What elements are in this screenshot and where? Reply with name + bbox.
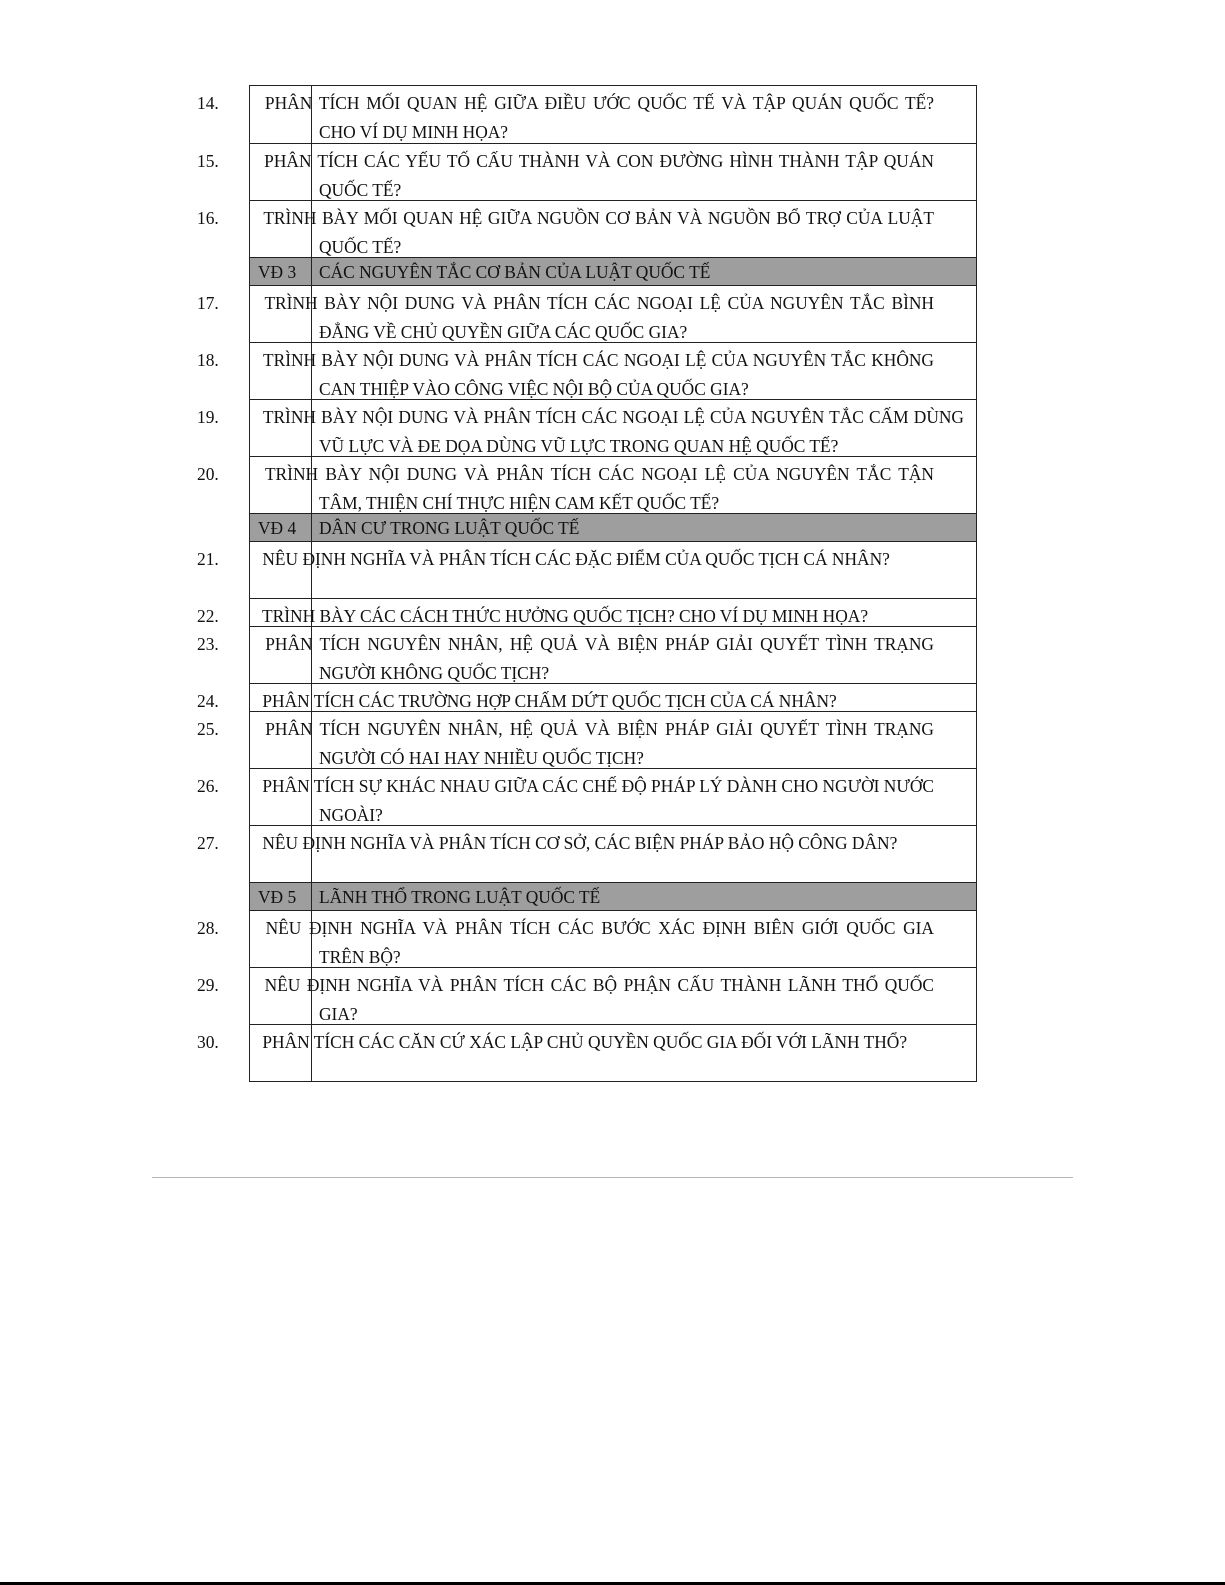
question-text-block: 18. TRÌNH BÀY NỘI DUNG VÀ PHÂN TÍCH CÁC NGOẠI LỆ CỦA NGUYÊN TẮC KHÔNG CAN THIỆP VÀO CÔNG VIỆC NỘI BỘ CỦA QUỐC GIA? (197, 350, 934, 399)
question-text: PHÂN TÍCH CÁC CĂN CỨ XÁC LẬP CHỦ QUYỀN QUỐC GIA ĐỐI VỚI LÃNH THỔ? (262, 1032, 908, 1052)
question-text-block: 14. PHÂN TÍCH MỐI QUAN HỆ GIỮA ĐIỀU ƯỚC QUỐC TẾ VÀ TẬP QUÁN QUỐC TẾ? CHO VÍ DỤ MINH HỌA? (197, 93, 934, 142)
question-text: NÊU ĐỊNH NGHĨA VÀ PHÂN TÍCH CÁC ĐẶC ĐIỂM CỦA QUỐC TỊCH CÁ NHÂN? (262, 549, 890, 569)
question-row (197, 711, 976, 768)
question-text: PHÂN TÍCH NGUYÊN NHÂN, HỆ QUẢ VÀ BIỆN PHÁP GIẢI QUYẾT TÌNH TRẠNG NGƯỜI CÓ HAI HAY NHIỀU QUỐC TỊCH? (265, 719, 934, 768)
question-text-block: 30. PHÂN TÍCH CÁC CĂN CỨ XÁC LẬP CHỦ QUYỀN QUỐC GIA ĐỐI VỚI LÃNH THỔ? (197, 1032, 908, 1052)
question-text-block: 17. TRÌNH BÀY NỘI DUNG VÀ PHÂN TÍCH CÁC NGOẠI LỆ CỦA NGUYÊN TẮC BÌNH ĐẲNG VỀ CHỦ QUYỀN GIỮA CÁC QUỐC GIA? (197, 293, 934, 342)
question-row (197, 825, 976, 882)
section-heading-row (250, 257, 976, 285)
question-row (197, 1024, 976, 1081)
question-text-block: 15. PHÂN TÍCH CÁC YẾU TỐ CẤU THÀNH VÀ CON ĐƯỜNG HÌNH THÀNH TẬP QUÁN QUỐC TẾ? (197, 151, 934, 200)
question-text: TRÌNH BÀY CÁC CÁCH THỨC HƯỞNG QUỐC TỊCH? CHO VÍ DỤ MINH HỌA? (262, 606, 869, 626)
section-label: VĐ 5 (258, 887, 297, 907)
question-row (197, 456, 976, 513)
question-text: PHÂN TÍCH MỐI QUAN HỆ GIỮA ĐIỀU ƯỚC QUỐC TẾ VÀ TẬP QUÁN QUỐC TẾ? CHO VÍ DỤ MINH HỌA? (264, 93, 934, 142)
section-title: LÃNH THỔ TRONG LUẬT QUỐC TẾ (319, 887, 601, 907)
question-text: TRÌNH BÀY NỘI DUNG VÀ PHÂN TÍCH CÁC NGOẠI LỆ CỦA NGUYÊN TẮC BÌNH ĐẲNG VỀ CHỦ QUYỀN GIỮA CÁC QUỐC GIA? (264, 293, 934, 342)
question-row (197, 910, 976, 967)
question-text: TRÌNH BÀY MỐI QUAN HỆ GIỮA NGUỒN CƠ BẢN VÀ NGUỒN BỔ TRỢ CỦA LUẬT QUỐC TẾ? (263, 208, 934, 257)
question-text-block: 22. TRÌNH BÀY CÁC CÁCH THỨC HƯỞNG QUỐC TỊCH? CHO VÍ DỤ MINH HỌA? (197, 606, 869, 626)
question-row (197, 967, 976, 1024)
question-text: NÊU ĐỊNH NGHĨA VÀ PHÂN TÍCH CÁC BỘ PHẬN CẤU THÀNH LÃNH THỔ QUỐC GIA? (264, 975, 934, 1024)
section-heading-row (250, 513, 976, 541)
question-row (197, 342, 976, 399)
question-text: PHÂN TÍCH CÁC YẾU TỐ CẤU THÀNH VÀ CON ĐƯỜNG HÌNH THÀNH TẬP QUÁN QUỐC TẾ? (264, 151, 934, 200)
question-row (197, 683, 976, 711)
question-text-block: 19. TRÌNH BÀY NỘI DUNG VÀ PHÂN TÍCH CÁC NGOẠI LỆ CỦA NGUYÊN TẮC CẤM DÙNG VŨ LỰC VÀ ĐE DỌA DÙNG VŨ LỰC TRONG QUAN HỆ QUỐC TẾ? (197, 407, 964, 456)
question-text: TRÌNH BÀY NỘI DUNG VÀ PHÂN TÍCH CÁC NGOẠI LỆ CỦA NGUYÊN TẮC CẤM DÙNG VŨ LỰC VÀ ĐE DỌA DÙNG VŨ LỰC TRONG QUAN HỆ QUỐC TẾ? (262, 407, 964, 456)
question-row (197, 200, 976, 257)
section-title: DÂN CƯ TRONG LUẬT QUỐC TẾ (319, 518, 580, 538)
question-row (197, 768, 976, 825)
question-text: TRÌNH BÀY NỘI DUNG VÀ PHÂN TÍCH CÁC NGOẠI LỆ CỦA NGUYÊN TẮC TẬN TÂM, THIỆN CHÍ THỰC HIỆN CAM KẾT QUỐC TẾ? (264, 464, 934, 513)
question-text-block: 25. PHÂN TÍCH NGUYÊN NHÂN, HỆ QUẢ VÀ BIỆN PHÁP GIẢI QUYẾT TÌNH TRẠNG NGƯỜI CÓ HAI HAY NHIỀU QUỐC TỊCH? (197, 719, 934, 768)
section-title: CÁC NGUYÊN TẮC CƠ BẢN CỦA LUẬT QUỐC TẾ (319, 262, 711, 282)
question-row (197, 541, 976, 598)
question-table (197, 85, 977, 1082)
question-row (197, 285, 976, 342)
question-text: TRÌNH BÀY NỘI DUNG VÀ PHÂN TÍCH CÁC NGOẠI LỆ CỦA NGUYÊN TẮC KHÔNG CAN THIỆP VÀO CÔNG VIỆC NỘI BỘ CỦA QUỐC GIA? (262, 350, 934, 399)
question-text: NÊU ĐỊNH NGHĨA VÀ PHÂN TÍCH CÁC BƯỚC XÁC ĐỊNH BIÊN GIỚI QUỐC GIA TRÊN BỘ? (265, 918, 934, 967)
question-row (197, 399, 976, 456)
question-text-block: 27. NÊU ĐỊNH NGHĨA VÀ PHÂN TÍCH CƠ SỞ, CÁC BIỆN PHÁP BẢO HỘ CÔNG DÂN? (197, 833, 898, 853)
section-label: VĐ 4 (258, 518, 297, 538)
page-divider (152, 1177, 1073, 1178)
question-text: PHÂN TÍCH CÁC TRƯỜNG HỢP CHẤM DỨT QUỐC TỊCH CỦA CÁ NHÂN? (262, 691, 837, 711)
question-row (197, 598, 976, 626)
question-text: PHÂN TÍCH SỰ KHÁC NHAU GIỮA CÁC CHẾ ĐỘ PHÁP LÝ DÀNH CHO NGƯỜI NƯỚC NGOÀI? (262, 776, 934, 825)
question-text-block: 16. TRÌNH BÀY MỐI QUAN HỆ GIỮA NGUỒN CƠ BẢN VÀ NGUỒN BỔ TRỢ CỦA LUẬT QUỐC TẾ? (197, 208, 934, 257)
question-text: PHÂN TÍCH NGUYÊN NHÂN, HỆ QUẢ VÀ BIỆN PHÁP GIẢI QUYẾT TÌNH TRẠNG NGƯỜI KHÔNG QUỐC TỊCH? (265, 634, 934, 683)
question-text-block: 23. PHÂN TÍCH NGUYÊN NHÂN, HỆ QUẢ VÀ BIỆN PHÁP GIẢI QUYẾT TÌNH TRẠNG NGƯỜI KHÔNG QUỐC TỊCH? (197, 634, 934, 683)
question-text-block: 29. NÊU ĐỊNH NGHĨA VÀ PHÂN TÍCH CÁC BỘ PHẬN CẤU THÀNH LÃNH THỔ QUỐC GIA? (197, 975, 934, 1024)
question-text-block: 24. PHÂN TÍCH CÁC TRƯỜNG HỢP CHẤM DỨT QUỐC TỊCH CỦA CÁ NHÂN? (197, 691, 837, 711)
question-row (197, 626, 976, 683)
question-text-block: 20. TRÌNH BÀY NỘI DUNG VÀ PHÂN TÍCH CÁC NGOẠI LỆ CỦA NGUYÊN TẮC TẬN TÂM, THIỆN CHÍ THỰC HIỆN CAM KẾT QUỐC TẾ? (197, 464, 934, 513)
question-row (197, 86, 976, 143)
question-text-block: 21. NÊU ĐỊNH NGHĨA VÀ PHÂN TÍCH CÁC ĐẶC ĐIỂM CỦA QUỐC TỊCH CÁ NHÂN? (197, 549, 890, 569)
question-row (197, 143, 976, 200)
section-heading-row (250, 882, 976, 910)
question-text-block: 26. PHÂN TÍCH SỰ KHÁC NHAU GIỮA CÁC CHẾ ĐỘ PHÁP LÝ DÀNH CHO NGƯỜI NƯỚC NGOÀI? (197, 776, 934, 825)
question-text: NÊU ĐỊNH NGHĨA VÀ PHÂN TÍCH CƠ SỞ, CÁC BIỆN PHÁP BẢO HỘ CÔNG DÂN? (262, 833, 898, 853)
section-label: VĐ 3 (258, 262, 297, 282)
question-text-block: 28. NÊU ĐỊNH NGHĨA VÀ PHÂN TÍCH CÁC BƯỚC XÁC ĐỊNH BIÊN GIỚI QUỐC GIA TRÊN BỘ? (197, 918, 934, 967)
